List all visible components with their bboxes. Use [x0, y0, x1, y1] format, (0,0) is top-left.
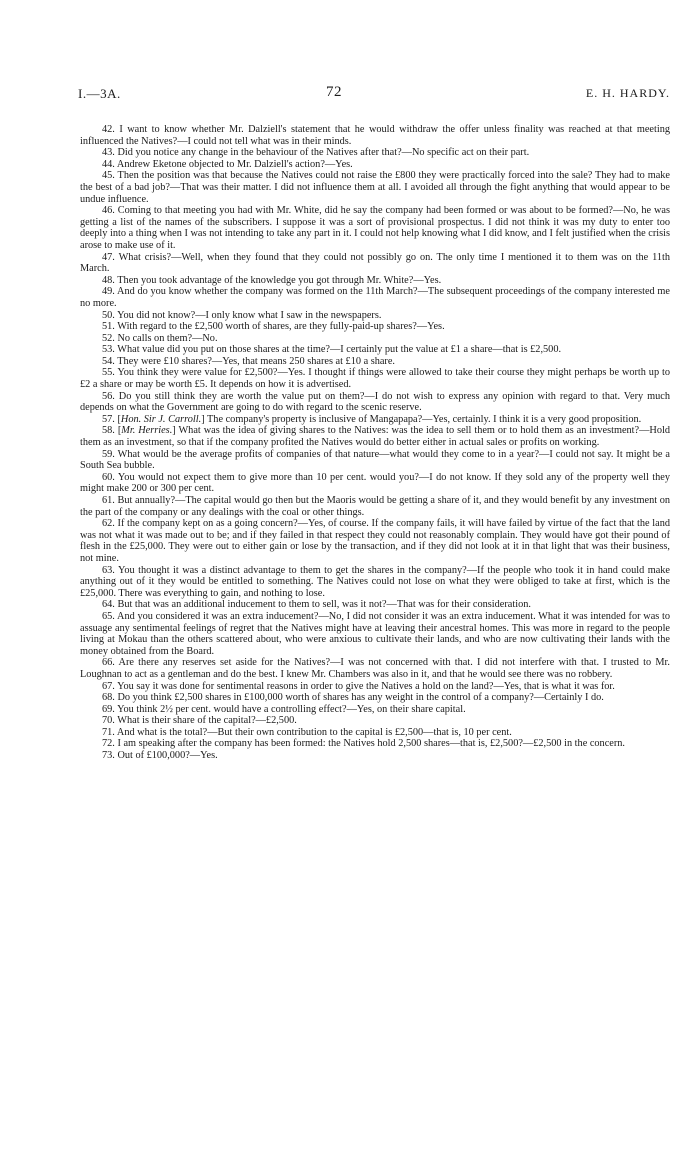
question-answer-paragraph: 60. You would not expect them to give more than 10 per cent. would you?—I do not know. If they sold any of the property well they might make 200 or 300 per cent.	[80, 471, 670, 495]
document-reference: I.—3A.	[78, 86, 121, 101]
question-answer-paragraph: 53. What value did you put on those shares at the time?—I certainly put the value at £1 a share—that is £2,500.	[102, 344, 562, 356]
question-answer-paragraph: 70. What is their share of the capital?—£2,500.	[102, 715, 297, 727]
witness-name: E. H. HARDY.	[585, 86, 670, 100]
question-answer-paragraph: 72. I am speaking after the company has been formed: the Natives hold 2,500 shares—that is, £2,500?—£2,500 in the concern.	[102, 738, 625, 750]
question-answer-paragraph: 73. Out of £100,000?—Yes.	[102, 750, 218, 762]
question-answer-paragraph: 43. Did you notice any change in the behaviour of the Natives after that?—No specific act on their part.	[102, 147, 530, 159]
question-answer-paragraph: 46. Coming to that meeting you had with Mr. White, did he say the company had been formed or was about to be formed?—No, he was getting a list of the names of the subscribers. I suppose it was a sort of provisional prospectus. I did not think it was my duty to enter too deeply into a thing when I was not intending to take any part in it. I could not help knowing what I did know, and I felt justified when the crisis arose to make use of it.	[80, 205, 670, 251]
question-text: What was the idea of giving shares to the Natives: was the idea to sell them or to hold them as an investment?—Hold them as an investment, so that if the company profited the Natives would do better either in actual sales or profits on working.	[80, 425, 670, 449]
question-answer-paragraph: 45. Then the position was that because the Natives could not raise the £800 they were practically forced into the sale? They had to make the best of a bad job?—That was their matter. I did not influence them at all. I avoided all through the fight anything that would appear to be undue influence.	[80, 170, 670, 205]
question-answer-paragraph: 61. But annually?—The capital would go then but the Maoris would be getting a share of it, and they would benefit by any investment on the part of the company or any dealings with the coal or other things.	[80, 495, 670, 518]
question-answer-paragraph: 56. Do you still think they are worth the value put on them?—I do not wish to express any opinion with regard to that. Very much depends on what the Government are going to do with regard to the scenic reserve.	[80, 390, 670, 414]
question-answer-paragraph: 64. But that was an additional inducement to them to sell, was it not?—That was for their consideration.	[102, 599, 531, 611]
speaker-label: Hon. Sir J. Carroll.	[120, 413, 202, 425]
question-number: 57.	[102, 413, 118, 425]
question-answer-paragraph: 50. You did not know?—I only know what I saw in the newspapers.	[102, 309, 382, 321]
question-answer-paragraph: 58. [Mr. Herries.] What was the idea of giving shares to the Natives: was the idea to sell them or to hold them as an investment?—Hold them as an investment, so that if the company profited the Natives would do better either in actual sales or profits on working.	[80, 425, 670, 449]
question-answer-paragraph: 57. [Hon. Sir J. Carroll.] The company's property is inclusive of Mangapapa?—Yes, certainly. I think it is a very good proposition.	[102, 413, 642, 425]
question-answer-paragraph: 52. No calls on them?—No.	[102, 332, 218, 344]
question-answer-paragraph: 68. Do you think £2,500 shares in £100,000 worth of shares has any weight in the control of a company?—Certainly I do.	[102, 692, 604, 704]
question-answer-paragraph: 69. You think 2½ per cent. would have a controlling effect?—Yes, on their share capital.	[102, 703, 466, 715]
question-answer-paragraph: 71. And what is the total?—But their own contribution to the capital is £2,500—that is, 10 per cent.	[102, 726, 512, 738]
question-answer-paragraph: 47. What crisis?—Well, when they found that they could not possibly go on. The only time I mentioned it to them was on the 11th March.	[80, 251, 670, 275]
question-answer-paragraph: 67. You say it was done for sentimental reasons in order to give the Natives a hold on the land?—Yes, that is what it was for.	[102, 680, 615, 692]
question-answer-paragraph: 65. And you considered it was an extra inducement?—No, I did not consider it was an extra inducement. What it was intended for was to assuage any sentimental feelings of regret that the Natives might have at leaving their ancestral homes. This was more in regard to the people living at Mokau than the others scattered about, who were anxious to cultivate their lands, and who are now cultivating their lands with the money obtained from the Board.	[80, 610, 670, 657]
question-number: 58.	[102, 425, 118, 437]
question-answer-paragraph: 42. I want to know whether Mr. Dalziell's statement that he would withdraw the offer unless finality was reached at that meeting influenced the Natives?—I could not tell what was in their minds.	[80, 124, 670, 147]
page-number: 72	[326, 84, 342, 100]
question-text: The company's property is inclusive of Mangapapa?—Yes, certainly. I think it is a very good proposition.	[204, 413, 642, 425]
question-answer-paragraph: 63. You thought it was a distinct advantage to them to get the shares in the company?—If the people who took it in hand could make anything out of it they would be entitled to something. The Natives could not lose on what they were obliged to take at first, which is the £25,000. There was everything to gain, and nothing to lose.	[80, 564, 670, 599]
question-answer-paragraph: 48. Then you took advantage of the knowledge you got through Mr. White?—Yes.	[102, 274, 442, 286]
question-answer-paragraph: 51. With regard to the £2,500 worth of shares, are they fully-paid-up shares?—Yes.	[102, 321, 445, 333]
page-header	[78, 86, 670, 106]
question-answer-paragraph: 49. And do you know whether the company was formed on the 11th March?—The subsequent proceedings of the company interested me no more.	[80, 286, 670, 309]
document-body	[80, 124, 670, 762]
question-answer-paragraph: 55. You think they were value for £2,500?—Yes. I thought if things were allowed to take their course they might perhaps be worth up to £2 a share or may be worth £5. It depends on how it is advertised.	[80, 367, 670, 391]
question-answer-paragraph: 66. Are there any reserves set aside for the Natives?—I was not concerned with that. I did not interfere with that. I trusted to Mr. Loughnan to act as a gentleman and do the best. I knew Mr. Chambers was also in it, and that he would see there was no robbery.	[80, 657, 670, 680]
question-answer-paragraph: 44. Andrew Eketone objected to Mr. Dalziell's action?—Yes.	[102, 158, 353, 170]
question-answer-paragraph: 62. If the company kept on as a going concern?—Yes, of course. If the company fails, it will have failed by virtue of the fact that the land was not what it was made out to be; and if they failed in that respect they could not reasonably complain. They would have got their pound of flesh in the £25,000. They were out to either gain or lose by the transaction, and if they did not look at it in that light that was their business, not mine.	[80, 518, 670, 564]
speaker-label: Mr. Herries.	[121, 425, 173, 437]
question-answer-paragraph: 59. What would be the average profits of companies of that nature—what would they come to in a year?—I could not say. It might be a South Sea bubble.	[80, 448, 670, 472]
question-answer-paragraph: 54. They were £10 shares?—Yes, that means 250 shares at £10 a share.	[102, 355, 396, 367]
